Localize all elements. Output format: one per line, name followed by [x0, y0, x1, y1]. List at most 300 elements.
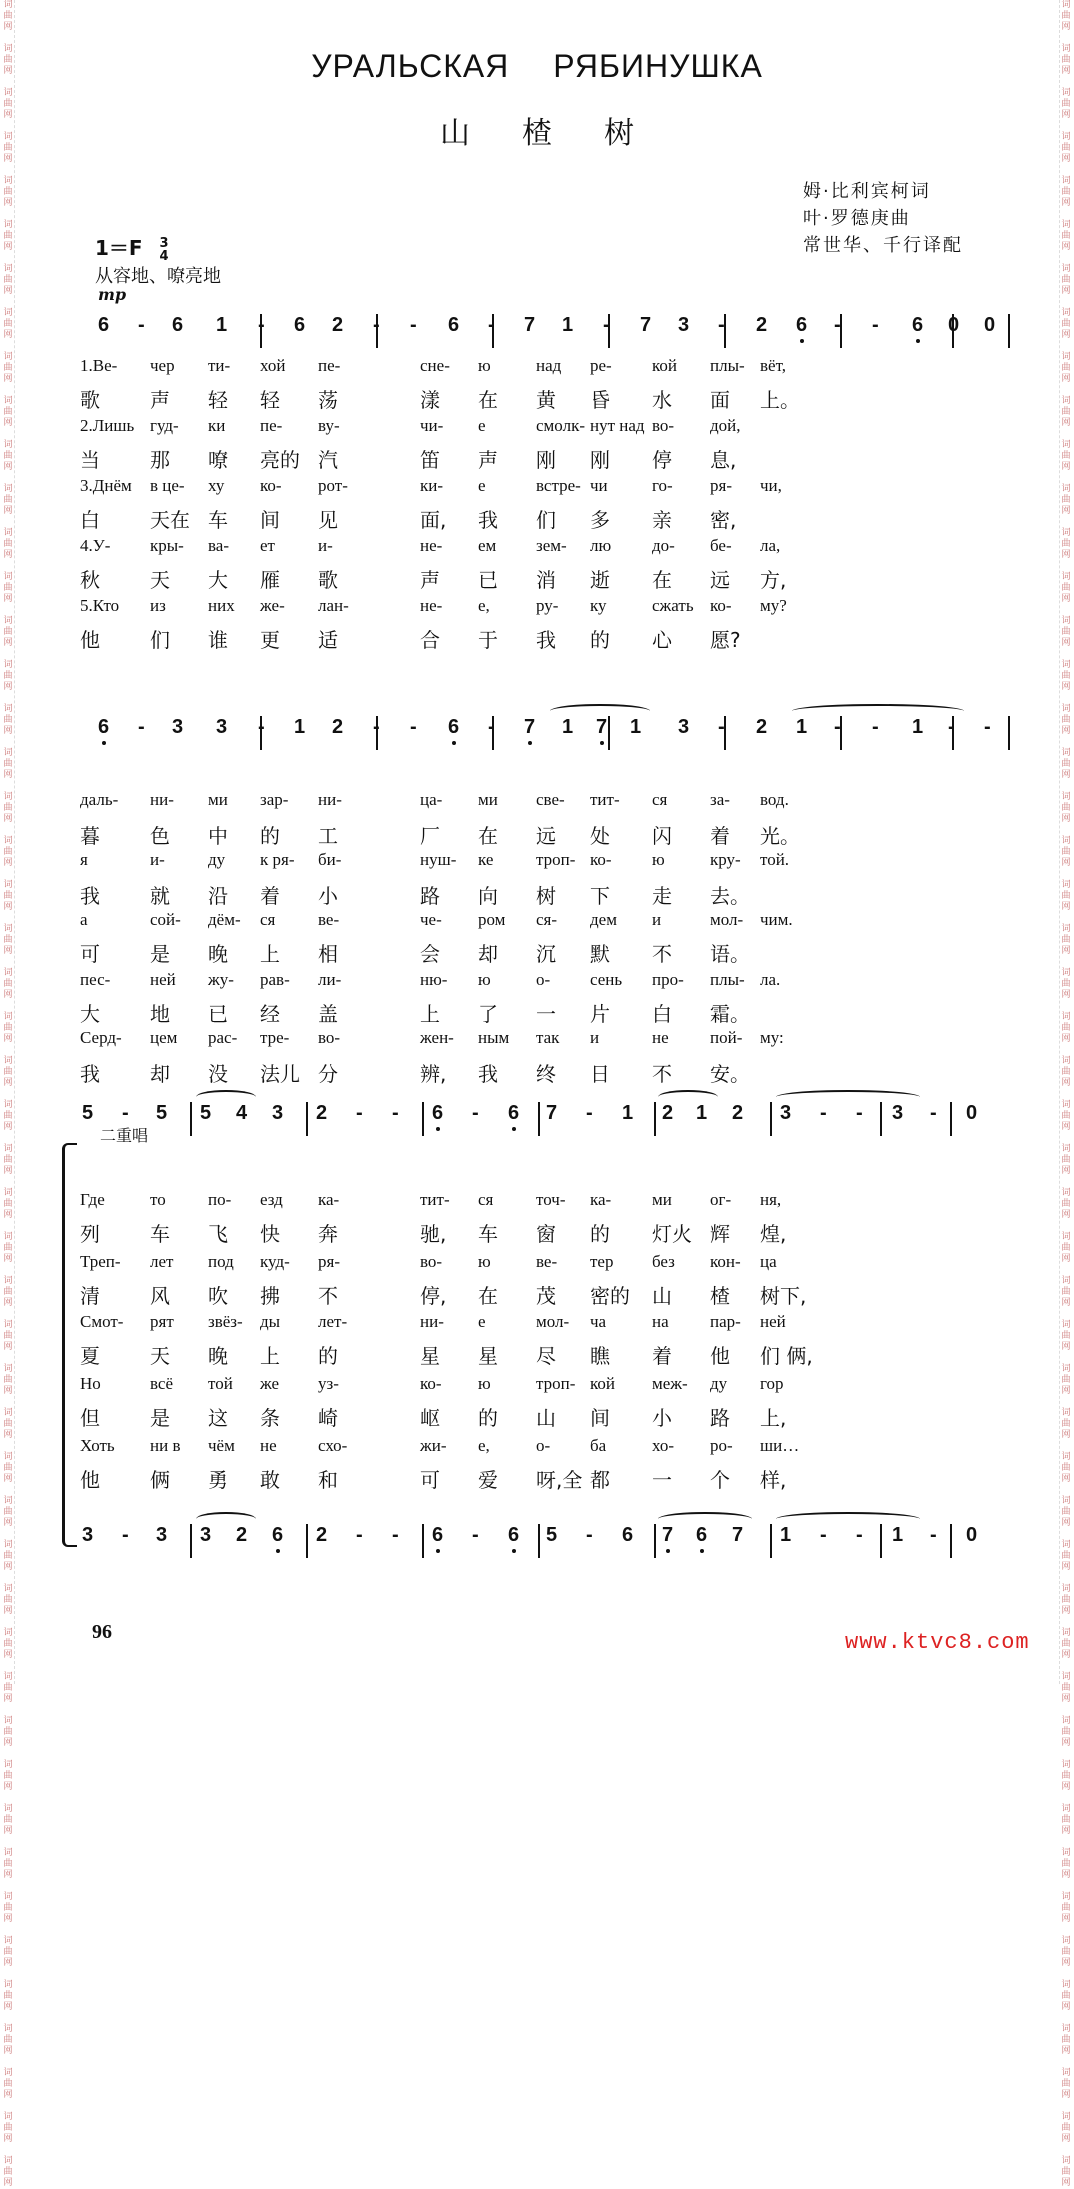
- lyric-syllable: 停: [652, 448, 672, 472]
- lyric-syllable: и: [590, 1028, 600, 1047]
- lyric-syllable: 多: [590, 508, 610, 532]
- lyric-syllable: е: [478, 416, 486, 435]
- note: 2: [316, 1524, 328, 1546]
- note: 6: [432, 1524, 444, 1546]
- lyric-syllable: мол-: [710, 910, 744, 929]
- lyric-line-russian: [80, 910, 1020, 938]
- lyric-syllable: кры-: [150, 536, 184, 555]
- lyric-syllable: и-: [318, 536, 333, 555]
- note: 1: [630, 716, 642, 738]
- lyric-syllable: 天: [150, 568, 170, 592]
- lyric-syllable: 灯火: [652, 1222, 692, 1246]
- lyric-syllable: рят: [150, 1312, 174, 1331]
- lyric-syllable: 上: [260, 942, 280, 966]
- lyric-syllable: рав-: [260, 970, 290, 989]
- note: 6: [796, 314, 808, 336]
- tempo-marking: 从容地、嘹亮地: [95, 266, 221, 287]
- lyric-syllable: 可: [420, 1468, 440, 1492]
- lyric-line-russian: [80, 970, 1020, 998]
- lyric-syllable: дой,: [710, 416, 741, 435]
- barline: [190, 1524, 192, 1558]
- note-extension: -: [834, 716, 841, 738]
- lyric-syllable: тре-: [260, 1028, 290, 1047]
- lyric-syllable: ней: [760, 1312, 786, 1331]
- lyric-syllable: ро-: [710, 1436, 733, 1455]
- lyric-syllable: 雁: [260, 568, 280, 592]
- lyric-syllable: ко-: [590, 850, 612, 869]
- lyric-syllable: 路: [710, 1406, 730, 1430]
- lyric-syllable: 都: [590, 1468, 610, 1492]
- lyric-syllable: троп-: [536, 850, 576, 869]
- lyric-syllable: ю: [478, 356, 491, 375]
- note: 5: [82, 1102, 94, 1124]
- lyric-syllable: тер: [590, 1252, 614, 1271]
- lyric-syllable: то: [150, 1190, 166, 1209]
- lyric-syllable: 晚: [208, 942, 228, 966]
- lyric-syllable: 们: [150, 628, 170, 652]
- lyric-syllable: 适: [318, 628, 338, 652]
- lyric-line-chinese: [80, 384, 1020, 412]
- lyric-syllable: Смот-: [80, 1312, 124, 1331]
- lyric-syllable: чём: [208, 1436, 235, 1455]
- note: 1: [796, 716, 808, 738]
- lyric-line-chinese: [80, 1340, 1020, 1368]
- slur: [550, 704, 650, 718]
- note-extension: -: [356, 1524, 363, 1546]
- lyric-syllable: 的: [590, 1222, 610, 1246]
- lyric-syllable: 终: [536, 1062, 556, 1086]
- lyric-syllable: пе-: [318, 356, 341, 375]
- lyric-syllable: куд-: [260, 1252, 290, 1271]
- lyric-syllable: 白: [80, 508, 100, 532]
- lyric-syllable: 沉: [536, 942, 556, 966]
- lyric-syllable: так: [536, 1028, 560, 1047]
- lyric-syllable: 我: [80, 1062, 100, 1086]
- lyric-syllable: 树: [536, 884, 556, 908]
- slur: [792, 704, 964, 718]
- lyric-syllable: всё: [150, 1374, 174, 1393]
- lyric-syllable: зар-: [260, 790, 289, 809]
- lyric-syllable: не-: [420, 596, 443, 615]
- lyric-syllable: плы-: [710, 970, 745, 989]
- note: 2: [662, 1102, 674, 1124]
- lyric-syllable: е: [478, 1312, 486, 1331]
- note: 6: [508, 1524, 520, 1546]
- lyric-syllable: 飞: [208, 1222, 228, 1246]
- lyric-syllable: 列: [80, 1222, 100, 1246]
- lyric-syllable: 我: [536, 628, 556, 652]
- lyric-syllable: 路: [420, 884, 440, 908]
- note: 2: [732, 1102, 744, 1124]
- lyric-syllable: 嘹: [208, 448, 228, 472]
- lyric-syllable: 已: [208, 1002, 228, 1026]
- lyric-syllable: 的: [478, 1406, 498, 1430]
- lyric-syllable: 可: [80, 942, 100, 966]
- lyric-syllable: 荡: [318, 388, 338, 412]
- lyric-syllable: той: [208, 1374, 233, 1393]
- lyric-syllable: про-: [652, 970, 684, 989]
- lyric-syllable: вод.: [760, 790, 789, 809]
- lyric-syllable: 更: [260, 628, 280, 652]
- lyric-syllable: 车: [150, 1222, 170, 1246]
- barline: [1008, 314, 1010, 348]
- note: 0: [984, 314, 996, 336]
- barline: [538, 1102, 540, 1136]
- note-extension: -: [718, 314, 725, 336]
- lyric-syllable: 煌,: [760, 1222, 787, 1246]
- note: 5: [546, 1524, 558, 1546]
- lyric-syllable: зем-: [536, 536, 567, 555]
- lyric-syllable: ря-: [318, 1252, 340, 1271]
- lyric-syllable: в це-: [150, 476, 185, 495]
- notation-staff: [80, 1520, 1010, 1556]
- lyric-syllable: 着: [710, 824, 730, 848]
- lyric-syllable: ся: [260, 910, 276, 929]
- lyric-syllable: лан-: [318, 596, 349, 615]
- slur: [658, 1090, 718, 1104]
- lyric-syllable: ва-: [208, 536, 230, 555]
- lyric-syllable: 沿: [208, 884, 228, 908]
- lyric-syllable: 厂: [420, 824, 440, 848]
- lyric-syllable: 声: [150, 388, 170, 412]
- time-sig-bottom: 4: [159, 248, 169, 264]
- lyric-syllable: 霜。: [710, 1002, 750, 1026]
- lyric-line-russian: [80, 356, 1020, 384]
- barline: [654, 1102, 656, 1136]
- lyric-syllable: 车: [208, 508, 228, 532]
- lyric-syllable: 走: [652, 884, 672, 908]
- lyric-line-russian: [80, 476, 1020, 504]
- title-ru-word: РЯБИНУШКА: [553, 48, 763, 84]
- lyric-syllable: 去。: [710, 884, 750, 908]
- note: 1: [912, 716, 924, 738]
- note: 6: [98, 314, 110, 336]
- lyric-syllable: ко-: [260, 476, 282, 495]
- lyric-syllable: 中: [208, 824, 228, 848]
- note-extension: -: [586, 1102, 593, 1124]
- lyric-syllable: 窗: [536, 1222, 556, 1246]
- lyric-syllable: 拂: [260, 1284, 280, 1308]
- lyric-syllable: 方,: [760, 568, 787, 592]
- lyric-syllable: 敢: [260, 1468, 280, 1492]
- note-extension: -: [834, 314, 841, 336]
- lyric-syllable: 语。: [710, 942, 750, 966]
- note: 3: [156, 1524, 168, 1546]
- note-extension: -: [472, 1102, 479, 1124]
- lyric-syllable: ся: [652, 790, 668, 809]
- lyric-line-russian: [80, 1436, 1020, 1464]
- lyric-syllable: сень: [590, 970, 623, 989]
- lyric-syllable: не: [260, 1436, 277, 1455]
- lyric-syllable: 不: [318, 1284, 338, 1308]
- lyric-syllable: кой: [590, 1374, 615, 1393]
- lyric-syllable: 那: [150, 448, 170, 472]
- barline: [190, 1102, 192, 1136]
- lyric-syllable: 辨,: [420, 1062, 447, 1086]
- lyric-syllable: над: [536, 356, 562, 375]
- lyric-syllable: 远: [710, 568, 730, 592]
- lyric-syllable: ву-: [318, 416, 340, 435]
- lyric-syllable: на: [652, 1312, 669, 1331]
- lyric-line-russian: [80, 596, 1020, 624]
- lyric-syllable: 晚: [208, 1344, 228, 1368]
- note: 5: [156, 1102, 168, 1124]
- title-zh-char: 树: [604, 116, 634, 151]
- lyric-syllable: чер: [150, 356, 175, 375]
- note: 6: [508, 1102, 520, 1124]
- note: 1: [696, 1102, 708, 1124]
- lyric-syllable: 息,: [710, 448, 737, 472]
- lyric-syllable: 2.Лишь: [80, 416, 135, 435]
- lyric-syllable: 就: [150, 884, 170, 908]
- note: 7: [596, 716, 608, 738]
- lyric-syllable: 轻: [208, 388, 228, 412]
- note: 6: [98, 716, 110, 738]
- note: 7: [524, 716, 536, 738]
- watermark: www.ktvc8.com: [845, 1630, 1030, 1655]
- lyric-syllable: под: [208, 1252, 234, 1271]
- lyric-syllable: ру-: [536, 596, 559, 615]
- lyric-syllable: 奔: [318, 1222, 338, 1246]
- lyric-syllable: 大: [80, 1002, 100, 1026]
- lyric-syllable: ко-: [710, 596, 732, 615]
- lyric-syllable: ко-: [420, 1374, 442, 1393]
- lyric-syllable: ми: [478, 790, 498, 809]
- note-extension: -: [930, 1102, 937, 1124]
- lyric-syllable: 是: [150, 942, 170, 966]
- lyric-syllable: во-: [318, 1028, 341, 1047]
- lyric-syllable: 天在: [150, 508, 190, 532]
- lyric-syllable: 工: [318, 824, 338, 848]
- lyric-syllable: 在: [478, 1284, 498, 1308]
- note: 3: [172, 716, 184, 738]
- note: 2: [236, 1524, 248, 1546]
- time-signature: [160, 237, 169, 263]
- lyric-syllable: сжать: [652, 596, 694, 615]
- note: 7: [640, 314, 652, 336]
- note-extension: -: [373, 314, 380, 336]
- lyric-syllable: 一: [536, 1002, 556, 1026]
- lyric-syllable: чи-: [420, 416, 444, 435]
- slur: [658, 1512, 752, 1526]
- note-extension: -: [122, 1102, 129, 1124]
- note: 0: [948, 314, 960, 336]
- lyric-syllable: 着: [260, 884, 280, 908]
- barline: [538, 1524, 540, 1558]
- note-extension: -: [872, 314, 879, 336]
- lyric-syllable: дем: [590, 910, 617, 929]
- lyric-syllable: Но: [80, 1374, 101, 1393]
- note: 3: [272, 1102, 284, 1124]
- lyric-syllable: 声: [420, 568, 440, 592]
- lyric-syllable: точ-: [536, 1190, 566, 1209]
- note-extension: -: [820, 1524, 827, 1546]
- lyric-syllable: вёт,: [760, 356, 786, 375]
- notation-staff: [80, 310, 1010, 346]
- lyric-syllable: 他: [80, 1468, 100, 1492]
- lyric-syllable: 愿?: [710, 628, 741, 652]
- note-extension: -: [586, 1524, 593, 1546]
- barline: [950, 1524, 952, 1558]
- barline: [608, 716, 610, 750]
- lyric-syllable: 歌: [80, 388, 100, 412]
- lyric-line-chinese: [80, 998, 1020, 1026]
- lyric-syllable: ми: [208, 790, 228, 809]
- note-extension: -: [488, 716, 495, 738]
- lyric-syllable: кой: [652, 356, 677, 375]
- lyric-line-chinese: [80, 1280, 1020, 1308]
- barline: [306, 1102, 308, 1136]
- lyric-line-russian: [80, 1028, 1020, 1056]
- note: 6: [432, 1102, 444, 1124]
- lyric-syllable: ти-: [208, 356, 231, 375]
- lyric-line-chinese: [80, 1058, 1020, 1086]
- lyric-syllable: 着: [652, 1344, 672, 1368]
- lyric-line-russian: [80, 416, 1020, 444]
- duet-label: 二重唱: [100, 1126, 149, 1145]
- lyric-syllable: Где: [80, 1190, 105, 1209]
- lyric-syllable: за-: [710, 790, 730, 809]
- lyric-syllable: 上,: [760, 1406, 787, 1430]
- lyric-syllable: 没: [208, 1062, 228, 1086]
- note: 6: [912, 314, 924, 336]
- lyric-syllable: 汽: [318, 448, 338, 472]
- note: 6: [272, 1524, 284, 1546]
- lyric-syllable: троп-: [536, 1374, 576, 1393]
- lyric-syllable: 密的: [590, 1284, 630, 1308]
- lyric-syllable: звёз-: [208, 1312, 243, 1331]
- lyric-syllable: смолк-: [536, 416, 585, 435]
- note: 1: [892, 1524, 904, 1546]
- lyric-syllable: че-: [420, 910, 442, 929]
- lyric-syllable: 崎: [318, 1406, 338, 1430]
- lyric-syllable: 快: [260, 1222, 280, 1246]
- lyric-line-chinese: [80, 820, 1020, 848]
- lyric-syllable: 见: [318, 508, 338, 532]
- lyric-syllable: 的: [260, 824, 280, 848]
- lyric-syllable: 上。: [760, 388, 800, 412]
- lyric-syllable: 分: [318, 1062, 338, 1086]
- lyric-syllable: 在: [652, 568, 672, 592]
- credits: [803, 178, 963, 259]
- lyric-syllable: чи,: [760, 476, 782, 495]
- note: 3: [200, 1524, 212, 1546]
- note: 6: [294, 314, 306, 336]
- lyric-syllable: ке: [478, 850, 494, 869]
- lyric-syllable: же-: [260, 596, 285, 615]
- lyric-syllable: лет: [150, 1252, 174, 1271]
- lyric-syllable: хой: [260, 356, 286, 375]
- lyric-syllable: 茂: [536, 1284, 556, 1308]
- lyric-syllable: ху: [208, 476, 225, 495]
- barline: [880, 1102, 882, 1136]
- note-extension: -: [258, 314, 265, 336]
- note: 3: [678, 716, 690, 738]
- note: 7: [732, 1524, 744, 1546]
- note: 6: [622, 1524, 634, 1546]
- note-extension: -: [984, 716, 991, 738]
- title-zh-char: 楂: [522, 116, 552, 151]
- lyric-line-russian: [80, 1312, 1020, 1340]
- lyric-syllable: той.: [760, 850, 790, 869]
- note-extension: -: [718, 716, 725, 738]
- note: 6: [696, 1524, 708, 1546]
- lyric-syllable: рот-: [318, 476, 348, 495]
- lyric-syllable: встре-: [536, 476, 581, 495]
- lyric-line-russian: [80, 536, 1020, 564]
- lyric-syllable: 地: [150, 1002, 170, 1026]
- lyric-syllable: 下: [590, 884, 610, 908]
- slur: [196, 1090, 256, 1104]
- lyric-syllable: 刚: [590, 448, 610, 472]
- lyric-line-chinese: [80, 880, 1020, 908]
- lyric-syllable: 不: [652, 942, 672, 966]
- lyric-syllable: рас-: [208, 1028, 238, 1047]
- lyric-syllable: 吹: [208, 1284, 228, 1308]
- lyric-line-chinese: [80, 1218, 1020, 1246]
- lyric-syllable: ли-: [318, 970, 342, 989]
- note-extension: -: [948, 716, 955, 738]
- lyric-syllable: кру-: [710, 850, 741, 869]
- lyric-syllable: 和: [318, 1468, 338, 1492]
- lyric-syllable: ды: [260, 1312, 281, 1331]
- barline: [306, 1524, 308, 1558]
- lyric-syllable: е,: [478, 1436, 490, 1455]
- time-sig-top: 3: [159, 235, 169, 251]
- lyric-syllable: 逝: [590, 568, 610, 592]
- credit-translator: 常世华、千行译配: [803, 235, 963, 256]
- lyric-syllable: 小: [318, 884, 338, 908]
- lyric-syllable: 岖: [420, 1406, 440, 1430]
- barline: [654, 1524, 656, 1558]
- lyric-syllable: 个: [710, 1468, 730, 1492]
- lyric-syllable: не-: [420, 536, 443, 555]
- lyric-syllable: 山: [536, 1406, 556, 1430]
- note-extension: -: [138, 314, 145, 336]
- notation-staff: [80, 1098, 1010, 1134]
- note: 2: [756, 716, 768, 738]
- lyric-syllable: ром: [478, 910, 506, 929]
- barline: [422, 1102, 424, 1136]
- lyric-syllable: 但: [80, 1406, 100, 1430]
- lyric-syllable: 们: [536, 508, 556, 532]
- lyric-syllable: лю: [590, 536, 612, 555]
- title-chinese: [0, 108, 1074, 152]
- lyric-line-russian: [80, 790, 1020, 818]
- lyric-syllable: 色: [150, 824, 170, 848]
- lyric-syllable: Серд-: [80, 1028, 122, 1047]
- lyric-syllable: 面: [710, 388, 730, 412]
- page-number: 96: [92, 1621, 112, 1643]
- lyric-syllable: би-: [318, 850, 342, 869]
- lyric-syllable: во-: [420, 1252, 443, 1271]
- lyric-syllable: 5.Кто: [80, 596, 120, 615]
- lyric-syllable: 1.Ве-: [80, 356, 118, 375]
- lyric-syllable: 轻: [260, 388, 280, 412]
- lyric-syllable: чи: [590, 476, 608, 495]
- lyric-syllable: 楂: [710, 1284, 730, 1308]
- lyric-syllable: ка-: [590, 1190, 612, 1209]
- lyric-syllable: 星: [478, 1344, 498, 1368]
- lyric-line-chinese: [80, 444, 1020, 472]
- lyric-syllable: и-: [150, 850, 165, 869]
- lyric-syllable: 歌: [318, 568, 338, 592]
- lyric-line-chinese: [80, 624, 1020, 652]
- lyric-syllable: ча: [590, 1312, 607, 1331]
- note-extension: -: [472, 1524, 479, 1546]
- note: 1: [562, 716, 574, 738]
- lyric-syllable: тит-: [420, 1190, 450, 1209]
